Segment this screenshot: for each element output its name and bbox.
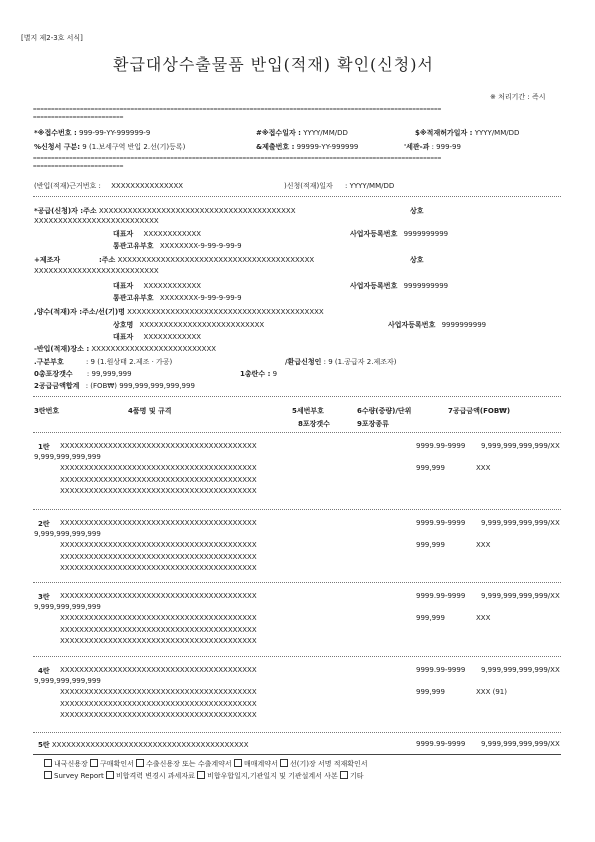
supplier-customs-id-value: XXXXXXXX-9-99-9-99-9 — [159, 242, 242, 250]
loader-address: XXXXXXXXXXXXXXXXXXXXXXXXXXXXXXXXXXXXXXXXX — [127, 308, 324, 316]
dotted-divider — [33, 196, 561, 197]
line-spec: XXXXXXXXXXXXXXXXXXXXXXXXXXXXXXXXXXXXXXXXX — [60, 553, 257, 561]
dotted-divider — [33, 656, 561, 657]
attachment-item[interactable]: 매매계약서 — [234, 760, 278, 768]
application-type-value: 9 (1.보세구역 반입 2.선(기)등록) — [82, 143, 186, 151]
maker-trade-label: 상호 — [410, 256, 424, 264]
col-package-count: 8포장갯수 — [298, 420, 330, 428]
col-line-no: 3란번호 — [34, 407, 60, 415]
supplier-rep-value: XXXXXXXXXXXX — [143, 230, 202, 238]
attachment-item[interactable]: 비합격력 변경시 과세자료 — [106, 772, 195, 780]
supplier-address-2: XXXXXXXXXXXXXXXXXXXXXXXXXX — [34, 217, 159, 225]
application-type-label: %신청서 구분: — [34, 143, 81, 151]
maker-rep-value: XXXXXXXXXXXX — [143, 282, 202, 290]
loader-rep-value: XXXXXXXXXXXX — [143, 333, 202, 341]
line-label: 5란 — [38, 741, 50, 749]
col-name-spec: 4품명 및 규격 — [128, 407, 172, 415]
loader-label: ,양수(적재)자 :주소/선(기)명 — [34, 308, 125, 316]
checkbox-icon[interactable] — [234, 759, 242, 767]
permit-date-label: $※적재허가일자 : — [415, 129, 473, 137]
checkbox-icon[interactable] — [106, 771, 114, 779]
loader-address-row — [34, 307, 324, 317]
line-name: XXXXXXXXXXXXXXXXXXXXXXXXXXXXXXXXXXXXXXXXX — [60, 666, 257, 674]
line-quantity: 999,999 — [416, 464, 445, 472]
maker-label: +제조자 — [34, 256, 61, 264]
maker-address: XXXXXXXXXXXXXXXXXXXXXXXXXXXXXXXXXXXXXXXXX — [117, 256, 315, 264]
line-label: 1란 — [38, 443, 50, 451]
col-qty-unit: 6수량(중량)/단위 — [357, 407, 412, 415]
attachment-item[interactable]: 구매확인서 — [90, 760, 134, 768]
apply-date-value: : YYYY/MM/DD — [345, 182, 395, 190]
package-count-row — [34, 369, 132, 379]
line-spec: XXXXXXXXXXXXXXXXXXXXXXXXXXXXXXXXXXXXXXXXX — [60, 637, 257, 645]
line-unit: XXX — [476, 541, 491, 549]
basis-row — [34, 181, 183, 191]
line-name: XXXXXXXXXXXXXXXXXXXXXXXXXXXXXXXXXXXXXXXXX — [60, 592, 257, 600]
line-spec: XXXXXXXXXXXXXXXXXXXXXXXXXXXXXXXXXXXXXXXXX — [60, 614, 257, 622]
line-label: 2란 — [38, 520, 50, 528]
dotted-divider — [33, 509, 561, 510]
supplier-biz-row — [350, 229, 448, 239]
basis-label: (반입(적재)근거번호 : — [34, 182, 101, 190]
supply-amount-row — [34, 381, 195, 391]
supplier-label: *공급(신청)자 :주소 — [34, 207, 97, 215]
line-serial: 9999.99-9999 — [416, 592, 466, 600]
line-name: XXXXXXXXXXXXXXXXXXXXXXXXXXXXXXXXXXXXXXXXX — [60, 519, 257, 527]
supplier-biz-value: 9999999999 — [403, 230, 449, 238]
maker-customs-id-value: XXXXXXXX-9-99-9-99-9 — [159, 294, 242, 302]
line-name: XXXXXXXXXXXXXXXXXXXXXXXXXXXXXXXXXXXXXXXXX — [60, 442, 257, 450]
customs-row — [404, 142, 461, 152]
divider — [33, 754, 561, 755]
line-serial: 9999.99-9999 — [416, 442, 466, 450]
submit-number-value: 99999-YY-999999 — [296, 143, 359, 151]
applicant-value: : 9 (1.공급자 2.제조자) — [323, 358, 397, 366]
divider: ================================================================================================================= — [33, 155, 442, 162]
checkbox-icon[interactable] — [90, 759, 98, 767]
apply-date-label: )신청(적재)일자 — [284, 182, 333, 190]
attachment-item[interactable]: Survey Report — [44, 772, 104, 780]
supply-amount-value: : (FOB₩) 999,999,999,999,999 — [85, 382, 195, 390]
line-unit: XXX — [476, 464, 491, 472]
attachment-item[interactable]: 기타 — [340, 772, 364, 780]
receipt-date-row — [256, 128, 348, 138]
receipt-number-label: *※접수번호 : — [34, 129, 77, 137]
receipt-number-value: 999-99-YY-999999-9 — [79, 129, 151, 137]
loader-trade-row — [113, 320, 264, 330]
line-serial: 9999.99-9999 — [416, 740, 466, 748]
line-count-value: 9 — [272, 370, 278, 378]
attachment-item[interactable]: 비합우합일지,기관일지 및 기관설계서 사본 — [197, 772, 338, 780]
line-amount: 9,999,999,999,999/XX — [481, 519, 560, 527]
dotted-divider — [33, 582, 561, 583]
line-item-5 — [38, 740, 249, 750]
permit-date-row — [415, 128, 519, 138]
line-amount: 9,999,999,999,999/XX — [481, 740, 560, 748]
checkbox-icon[interactable] — [197, 771, 205, 779]
dotted-divider — [33, 432, 561, 433]
location-row — [34, 344, 216, 354]
line-spec: XXXXXXXXXXXXXXXXXXXXXXXXXXXXXXXXXXXXXXXXX — [60, 464, 257, 472]
line-amount: 9,999,999,999,999/XX — [481, 442, 560, 450]
maker-biz-label: 사업자등록번호 — [350, 282, 398, 290]
supplier-customs-id-label: 통관고유부호 — [113, 242, 154, 250]
divider: ========================= — [33, 114, 124, 121]
line-amount-cont: 9,999,999,999,999 — [34, 530, 101, 538]
location-label: -반입(적재)장소 : — [34, 345, 90, 353]
divider: ========================= — [33, 163, 124, 170]
application-type-row — [34, 142, 185, 152]
submit-number-label: &제출번호 : — [256, 143, 295, 151]
loader-biz-row — [388, 320, 486, 330]
line-spec: XXXXXXXXXXXXXXXXXXXXXXXXXXXXXXXXXXXXXXXXX — [60, 700, 257, 708]
supply-amount-label: 2공급금액합계 — [34, 382, 80, 390]
type-code-row — [34, 357, 172, 367]
attachments-row-1 — [44, 759, 368, 769]
dotted-divider — [33, 396, 561, 397]
package-count-label: 0총포장갯수 — [34, 370, 73, 378]
loader-rep-row — [113, 332, 201, 342]
line-spec: XXXXXXXXXXXXXXXXXXXXXXXXXXXXXXXXXXXXXXXXX — [60, 487, 257, 495]
processing-period: ※ 처리기간 : 즉시 — [490, 93, 546, 101]
line-name: XXXXXXXXXXXXXXXXXXXXXXXXXXXXXXXXXXXXXXXXX — [51, 741, 249, 749]
line-spec: XXXXXXXXXXXXXXXXXXXXXXXXXXXXXXXXXXXXXXXXX — [60, 476, 257, 484]
attachment-item[interactable]: 수출신용장 또는 수출계약서 — [136, 760, 232, 768]
supplier-address-row — [34, 206, 296, 216]
line-spec: XXXXXXXXXXXXXXXXXXXXXXXXXXXXXXXXXXXXXXXXX — [60, 564, 257, 572]
apply-date-row — [284, 181, 394, 191]
col-package-type: 9포장종류 — [357, 420, 389, 428]
attachment-item[interactable]: 내국신용장 — [44, 760, 88, 768]
applicant-label: /환급신청인 — [285, 358, 322, 366]
line-quantity: 999,999 — [416, 688, 445, 696]
maker-biz-value: 9999999999 — [403, 282, 449, 290]
basis-value: XXXXXXXXXXXXXXX — [111, 182, 184, 190]
customs-value: : 999-99 — [431, 143, 461, 151]
divider: ================================================================================================================= — [33, 106, 442, 113]
location-value: XXXXXXXXXXXXXXXXXXXXXXXXXX — [91, 345, 217, 353]
attachments-row-2 — [44, 771, 363, 781]
loader-trade-label: 상호명 — [113, 321, 134, 329]
form-number: [별지 제2-3호 서식] — [21, 34, 83, 42]
maker-address-row — [99, 255, 314, 265]
supplier-trade-label: 상호 — [410, 207, 424, 215]
line-serial: 9999.99-9999 — [416, 519, 466, 527]
col-serial: 5세번부호 — [292, 407, 324, 415]
maker-address-label: :주소 — [99, 256, 116, 264]
loader-biz-label: 사업자등록번호 — [388, 321, 436, 329]
line-label: 3란 — [38, 593, 50, 601]
line-amount: 9,999,999,999,999/XX — [481, 592, 560, 600]
line-quantity: 999,999 — [416, 541, 445, 549]
supplier-rep-row — [113, 229, 201, 239]
checkbox-icon[interactable] — [340, 771, 348, 779]
line-unit: XXX (91) — [476, 688, 507, 696]
checkbox-icon[interactable] — [44, 771, 52, 779]
maker-rep-row — [113, 281, 201, 291]
loader-rep-label: 대표자 — [113, 333, 134, 341]
permit-date-value: YYYY/MM/DD — [474, 129, 520, 137]
loader-biz-value: 9999999999 — [441, 321, 487, 329]
line-unit: XXX — [476, 614, 491, 622]
supplier-address: XXXXXXXXXXXXXXXXXXXXXXXXXXXXXXXXXXXXXXXXX — [98, 207, 296, 215]
supplier-biz-label: 사업자등록번호 — [350, 230, 398, 238]
checkbox-icon[interactable] — [280, 759, 288, 767]
supplier-rep-label: 대표자 — [113, 230, 134, 238]
line-spec: XXXXXXXXXXXXXXXXXXXXXXXXXXXXXXXXXXXXXXXXX — [60, 541, 257, 549]
line-spec: XXXXXXXXXXXXXXXXXXXXXXXXXXXXXXXXXXXXXXXXX — [60, 711, 257, 719]
applicant-row — [285, 357, 397, 367]
line-quantity: 999,999 — [416, 614, 445, 622]
supplier-customs-id-row — [113, 241, 242, 251]
line-label: 4란 — [38, 667, 50, 675]
type-code-label: .구분부호 — [34, 358, 64, 366]
receipt-date-value: YYYY/MM/DD — [303, 129, 348, 137]
line-amount-cont: 9,999,999,999,999 — [34, 603, 101, 611]
package-count-value: : 99,999,999 — [86, 370, 132, 378]
receipt-date-label: #※접수일자 : — [256, 129, 301, 137]
page-title: 환급대상수출물품 반입(적재) 확인(신청)서 — [113, 55, 434, 74]
line-count-label: 1총란수 : — [240, 370, 271, 378]
checkbox-icon[interactable] — [136, 759, 144, 767]
checkbox-icon[interactable] — [44, 759, 52, 767]
receipt-number-row — [34, 128, 150, 138]
maker-customs-id-row — [113, 293, 242, 303]
loader-trade-value: XXXXXXXXXXXXXXXXXXXXXXXXXX — [139, 321, 265, 329]
attachment-item[interactable]: 선(기)장 서명 적재확인서 — [280, 760, 368, 768]
maker-rep-label: 대표자 — [113, 282, 134, 290]
maker-customs-id-label: 통관고유부호 — [113, 294, 154, 302]
line-amount-cont: 9,999,999,999,999 — [34, 677, 101, 685]
line-spec: XXXXXXXXXXXXXXXXXXXXXXXXXXXXXXXXXXXXXXXXX — [60, 626, 257, 634]
line-amount-cont: 9,999,999,999,999 — [34, 453, 101, 461]
line-spec: XXXXXXXXXXXXXXXXXXXXXXXXXXXXXXXXXXXXXXXXX — [60, 688, 257, 696]
customs-label: '세관-과 — [404, 143, 430, 151]
maker-address-2: XXXXXXXXXXXXXXXXXXXXXXXXXX — [34, 267, 159, 275]
maker-biz-row — [350, 281, 448, 291]
line-amount: 9,999,999,999,999/XX — [481, 666, 560, 674]
submit-number-row — [256, 142, 358, 152]
line-serial: 9999.99-9999 — [416, 666, 466, 674]
dotted-divider — [33, 732, 561, 733]
type-code-value: : 9 (1.원상태 2.제조 · 가공) — [85, 358, 173, 366]
col-supply-amount: 7공급금액(FOB₩) — [448, 407, 511, 415]
line-count-row — [240, 369, 277, 379]
